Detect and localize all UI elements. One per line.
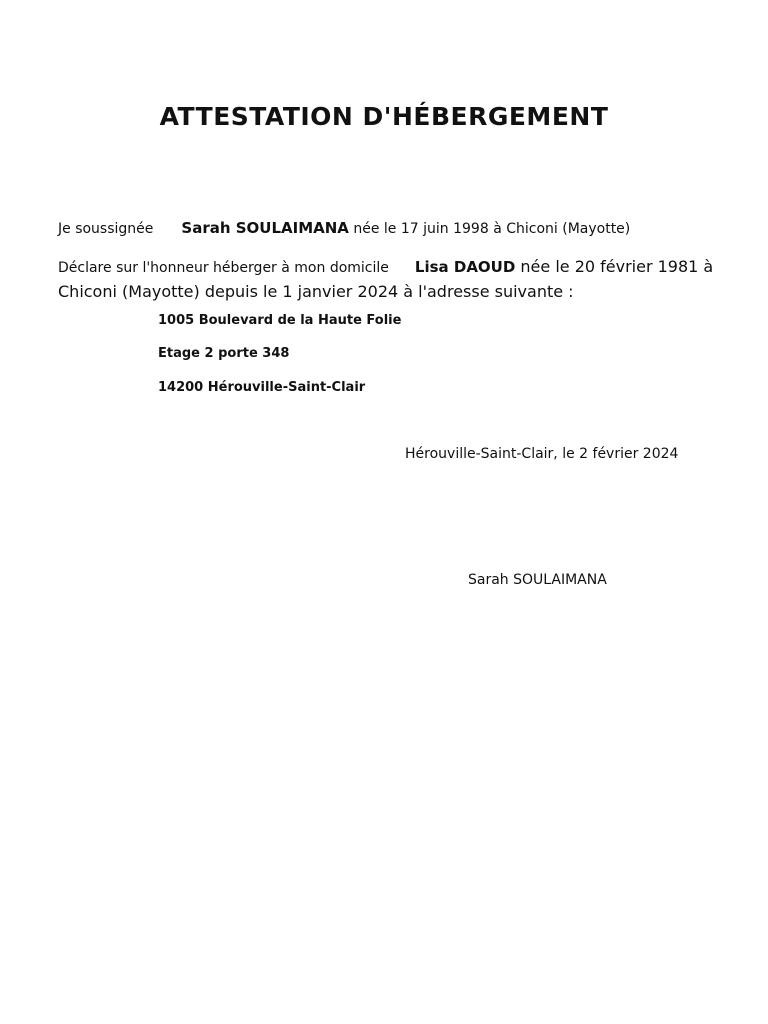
hosted-person-details: née le 20 février 1981 à Chiconi (Mayotte) depuis le 1 janvier 2024 à l'adresse suivante : [58,257,714,301]
address-line-street: 1005 Boulevard de la Haute Folie [158,313,402,328]
declarant-birth: née le 17 juin 1998 à Chiconi (Mayotte) [348,221,631,237]
declaration-paragraph [58,255,718,305]
declarant-name: Sarah SOULAIMANA [181,219,349,237]
hosted-person-name: Lisa DAOUD [414,258,516,276]
address-line-floor: Etage 2 porte 348 [158,346,290,361]
signature-name: Sarah SOULAIMANA [468,572,607,588]
document-title: ATTESTATION D'HÉBERGEMENT [159,102,609,131]
declaration-prefix: Déclare sur l'honneur héberger à mon domicile [58,260,389,276]
declarant-line [58,219,630,237]
place-and-date: Hérouville-Saint-Clair, le 2 février 2024 [405,446,679,462]
address-line-city: 14200 Hérouville-Saint-Clair [158,380,366,395]
declarant-prefix: Je soussignée [58,221,154,237]
